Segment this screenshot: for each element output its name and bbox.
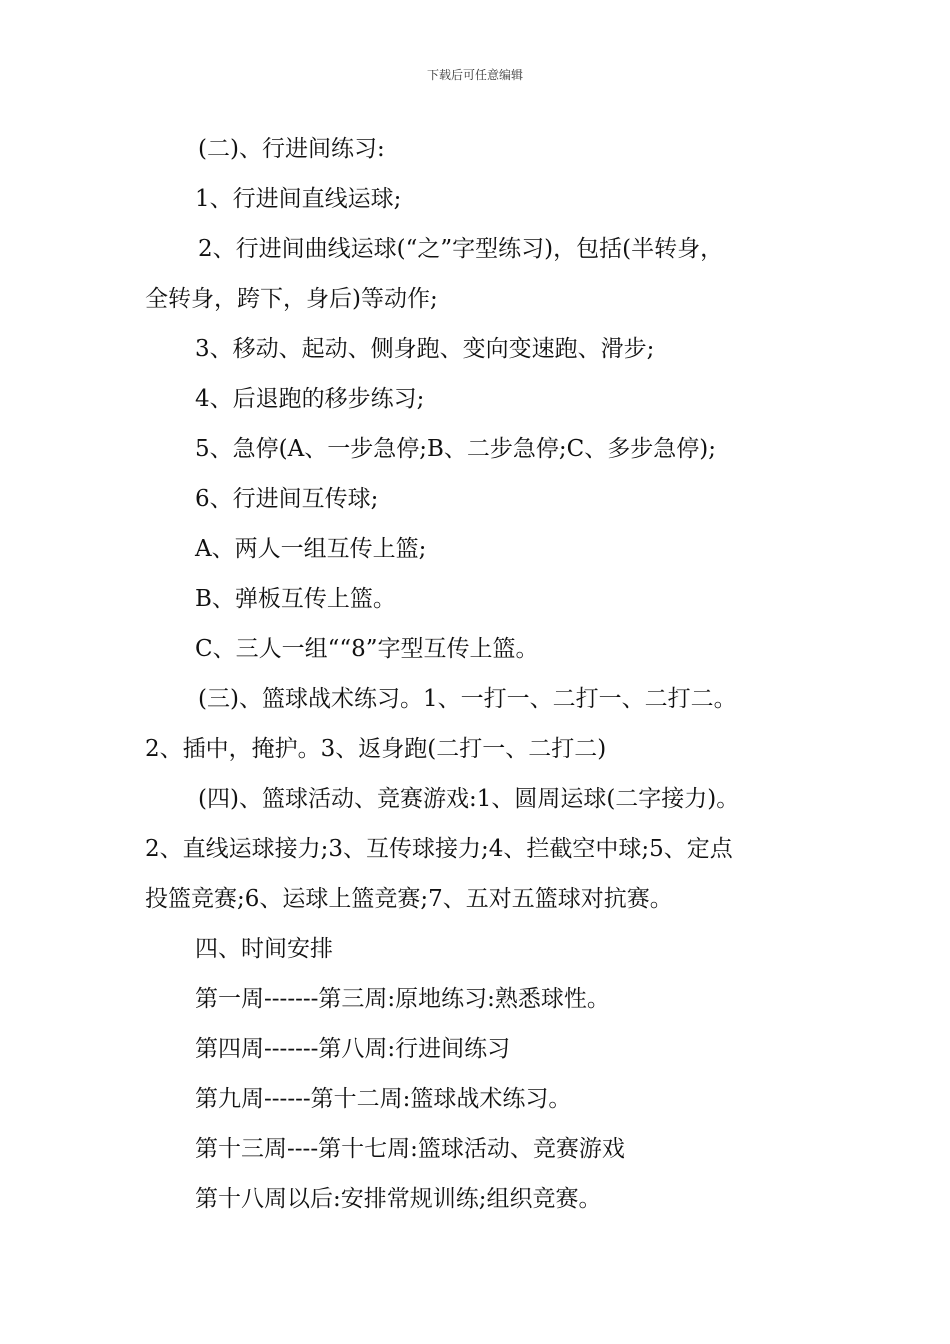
- paragraph-line: 4、后退跑的移步练习;: [195, 386, 425, 412]
- schedule-line: 第十八周以后:安排常规训练;组织竞赛。: [195, 1186, 602, 1212]
- schedule-line: 第一周-------第三周:原地练习:熟悉球性。: [195, 986, 610, 1012]
- paragraph-line: 2、插中，掩护。3、返身跑(二打一、二打二): [145, 736, 607, 762]
- paragraph-line: 2、直线运球接力;3、互传球接力;4、拦截空中球;5、定点: [145, 836, 733, 862]
- paragraph-line: B、弹板互传上篮。: [195, 586, 396, 612]
- paragraph-line: 5、急停(A、一步急停;B、二步急停;C、多步急停);: [195, 436, 716, 462]
- section-heading: 四、时间安排: [195, 936, 333, 962]
- schedule-line: 第九周------第十二周:篮球战术练习。: [195, 1086, 572, 1112]
- paragraph-line: 6、行进间互传球;: [195, 486, 379, 512]
- section-heading: (三)、篮球战术练习。1、一打一、二打一、二打二。: [198, 686, 737, 712]
- paragraph-line: 3、移动、起动、侧身跑、变向变速跑、滑步;: [195, 336, 655, 362]
- page-header: 下载后可任意编辑: [426, 68, 523, 82]
- schedule-line: 第十三周----第十七周:篮球活动、竞赛游戏: [195, 1136, 625, 1162]
- section-heading: (四)、篮球活动、竞赛游戏:1、圆周运球(二字接力)。: [198, 786, 740, 812]
- paragraph-line: 2、行进间曲线运球(“之”字型练习)，包括(半转身，: [198, 236, 724, 262]
- paragraph-line: 1、行进间直线运球;: [195, 186, 402, 212]
- schedule-line: 第四周-------第八周:行进间练习: [195, 1036, 511, 1062]
- section-heading: (二)、行进间练习:: [198, 136, 385, 162]
- paragraph-line: A、两人一组互传上篮;: [195, 536, 427, 562]
- paragraph-line: 投篮竞赛;6、运球上篮竞赛;7、五对五篮球对抗赛。: [145, 886, 673, 912]
- paragraph-line: C、三人一组““8”字型互传上篮。: [195, 636, 539, 662]
- paragraph-line: 全转身，跨下，身后)等动作;: [145, 286, 438, 312]
